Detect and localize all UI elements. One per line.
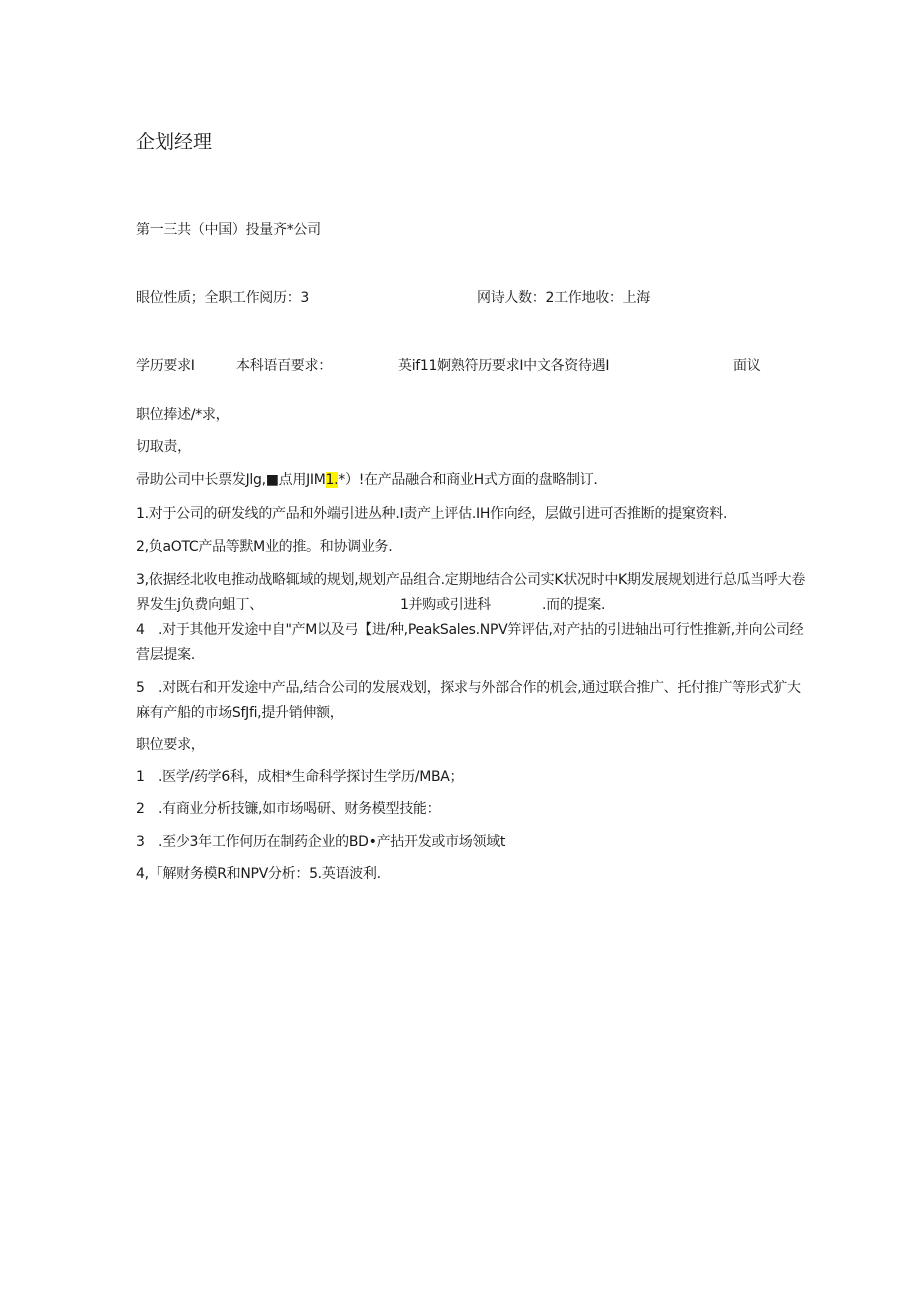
duty-item-3-line2b: 1并购或引进科 xyxy=(400,597,491,613)
page-title: 企划经理 xyxy=(136,131,213,153)
duty-item-2: 2,负aOTC产品等默M业的推。和协调业务. xyxy=(136,539,393,555)
duty-item-3-line2a: 界发生j负费向蛆丁、 xyxy=(136,597,263,613)
info-job-type: 眼位性质；全职工作阅历：3 xyxy=(136,290,310,306)
requirement-3: .至少3年工作何历在制药企业的BD•产拈开发或市场领域t xyxy=(158,834,506,850)
info-salary: 面议 xyxy=(733,358,761,374)
duty-intro-text-a: 帚助公司中长票发Jlg,■点用JIM xyxy=(136,472,326,488)
duty-item-4-line1: .对于其他开发途中自"产M以及弓【进/种,PeakSales.NPV笄评估,对产拈的引进轴出可行性推新,并向公司经 xyxy=(158,622,804,638)
duty-item-3-line2c: .而的提案. xyxy=(542,597,606,613)
company-name: 第一三共（中国）投量齐*公司 xyxy=(136,222,321,238)
duty-item-1: 1.对于公司的研发线的产品和外端引进丛种.I责产上评估.IH作向经，层做引进可否推断的提窠资料. xyxy=(136,506,728,522)
duty-item-4-num: 4 xyxy=(136,622,145,638)
duty-item-5-line2: 麻有产船的市场SfJfi,提升销伸额， xyxy=(136,705,344,721)
section-heading-duties: 切取责， xyxy=(136,439,191,455)
section-heading-requirements: 职位要求， xyxy=(136,737,205,753)
requirement-2: .有商业分析技镰,如市场喝研、财务模型技能： xyxy=(158,801,441,817)
requirement-4-5: 4,「解财务模R和NPV分析：5.英语波利. xyxy=(136,866,381,882)
requirement-3-num: 3 xyxy=(136,834,145,850)
requirement-2-num: 2 xyxy=(136,801,145,817)
requirement-1: .医学/药学6科，成相*生命科学探讨生学历/MBA； xyxy=(158,769,464,785)
requirement-1-num: 1 xyxy=(136,769,145,785)
info-language-level: 英if11婀熟符历要求I中文各资待遇I xyxy=(398,358,610,374)
highlighted-text: 1. xyxy=(325,472,339,488)
section-heading-description: 职位捧述/*求， xyxy=(136,407,230,423)
duty-item-5-num: 5 xyxy=(136,680,145,696)
duty-item-3-line1: 3,依据经北收电推动战略辄域的规划,规划产品组合.定期地结合公司实K状况时中K期发展规划进行总瓜当呼大卷 xyxy=(136,572,806,588)
info-headcount-location: 网诗人数：2工作地收：上海 xyxy=(477,290,651,306)
info-education: 学历要求I xyxy=(136,358,195,374)
duty-intro-text-b: *）!在产品融合和商业H式方面的盘略制订. xyxy=(338,472,598,488)
info-language: 本科语百要求： xyxy=(236,358,332,374)
duty-item-4-line2: 营层提案. xyxy=(136,647,195,663)
duty-intro xyxy=(136,471,598,489)
duty-item-5-line1: .对既右和开发途中产品,结合公司的发展戏划，探求与外部合作的机会,通过联合推广、托付推广等形式犷大 xyxy=(158,680,801,696)
